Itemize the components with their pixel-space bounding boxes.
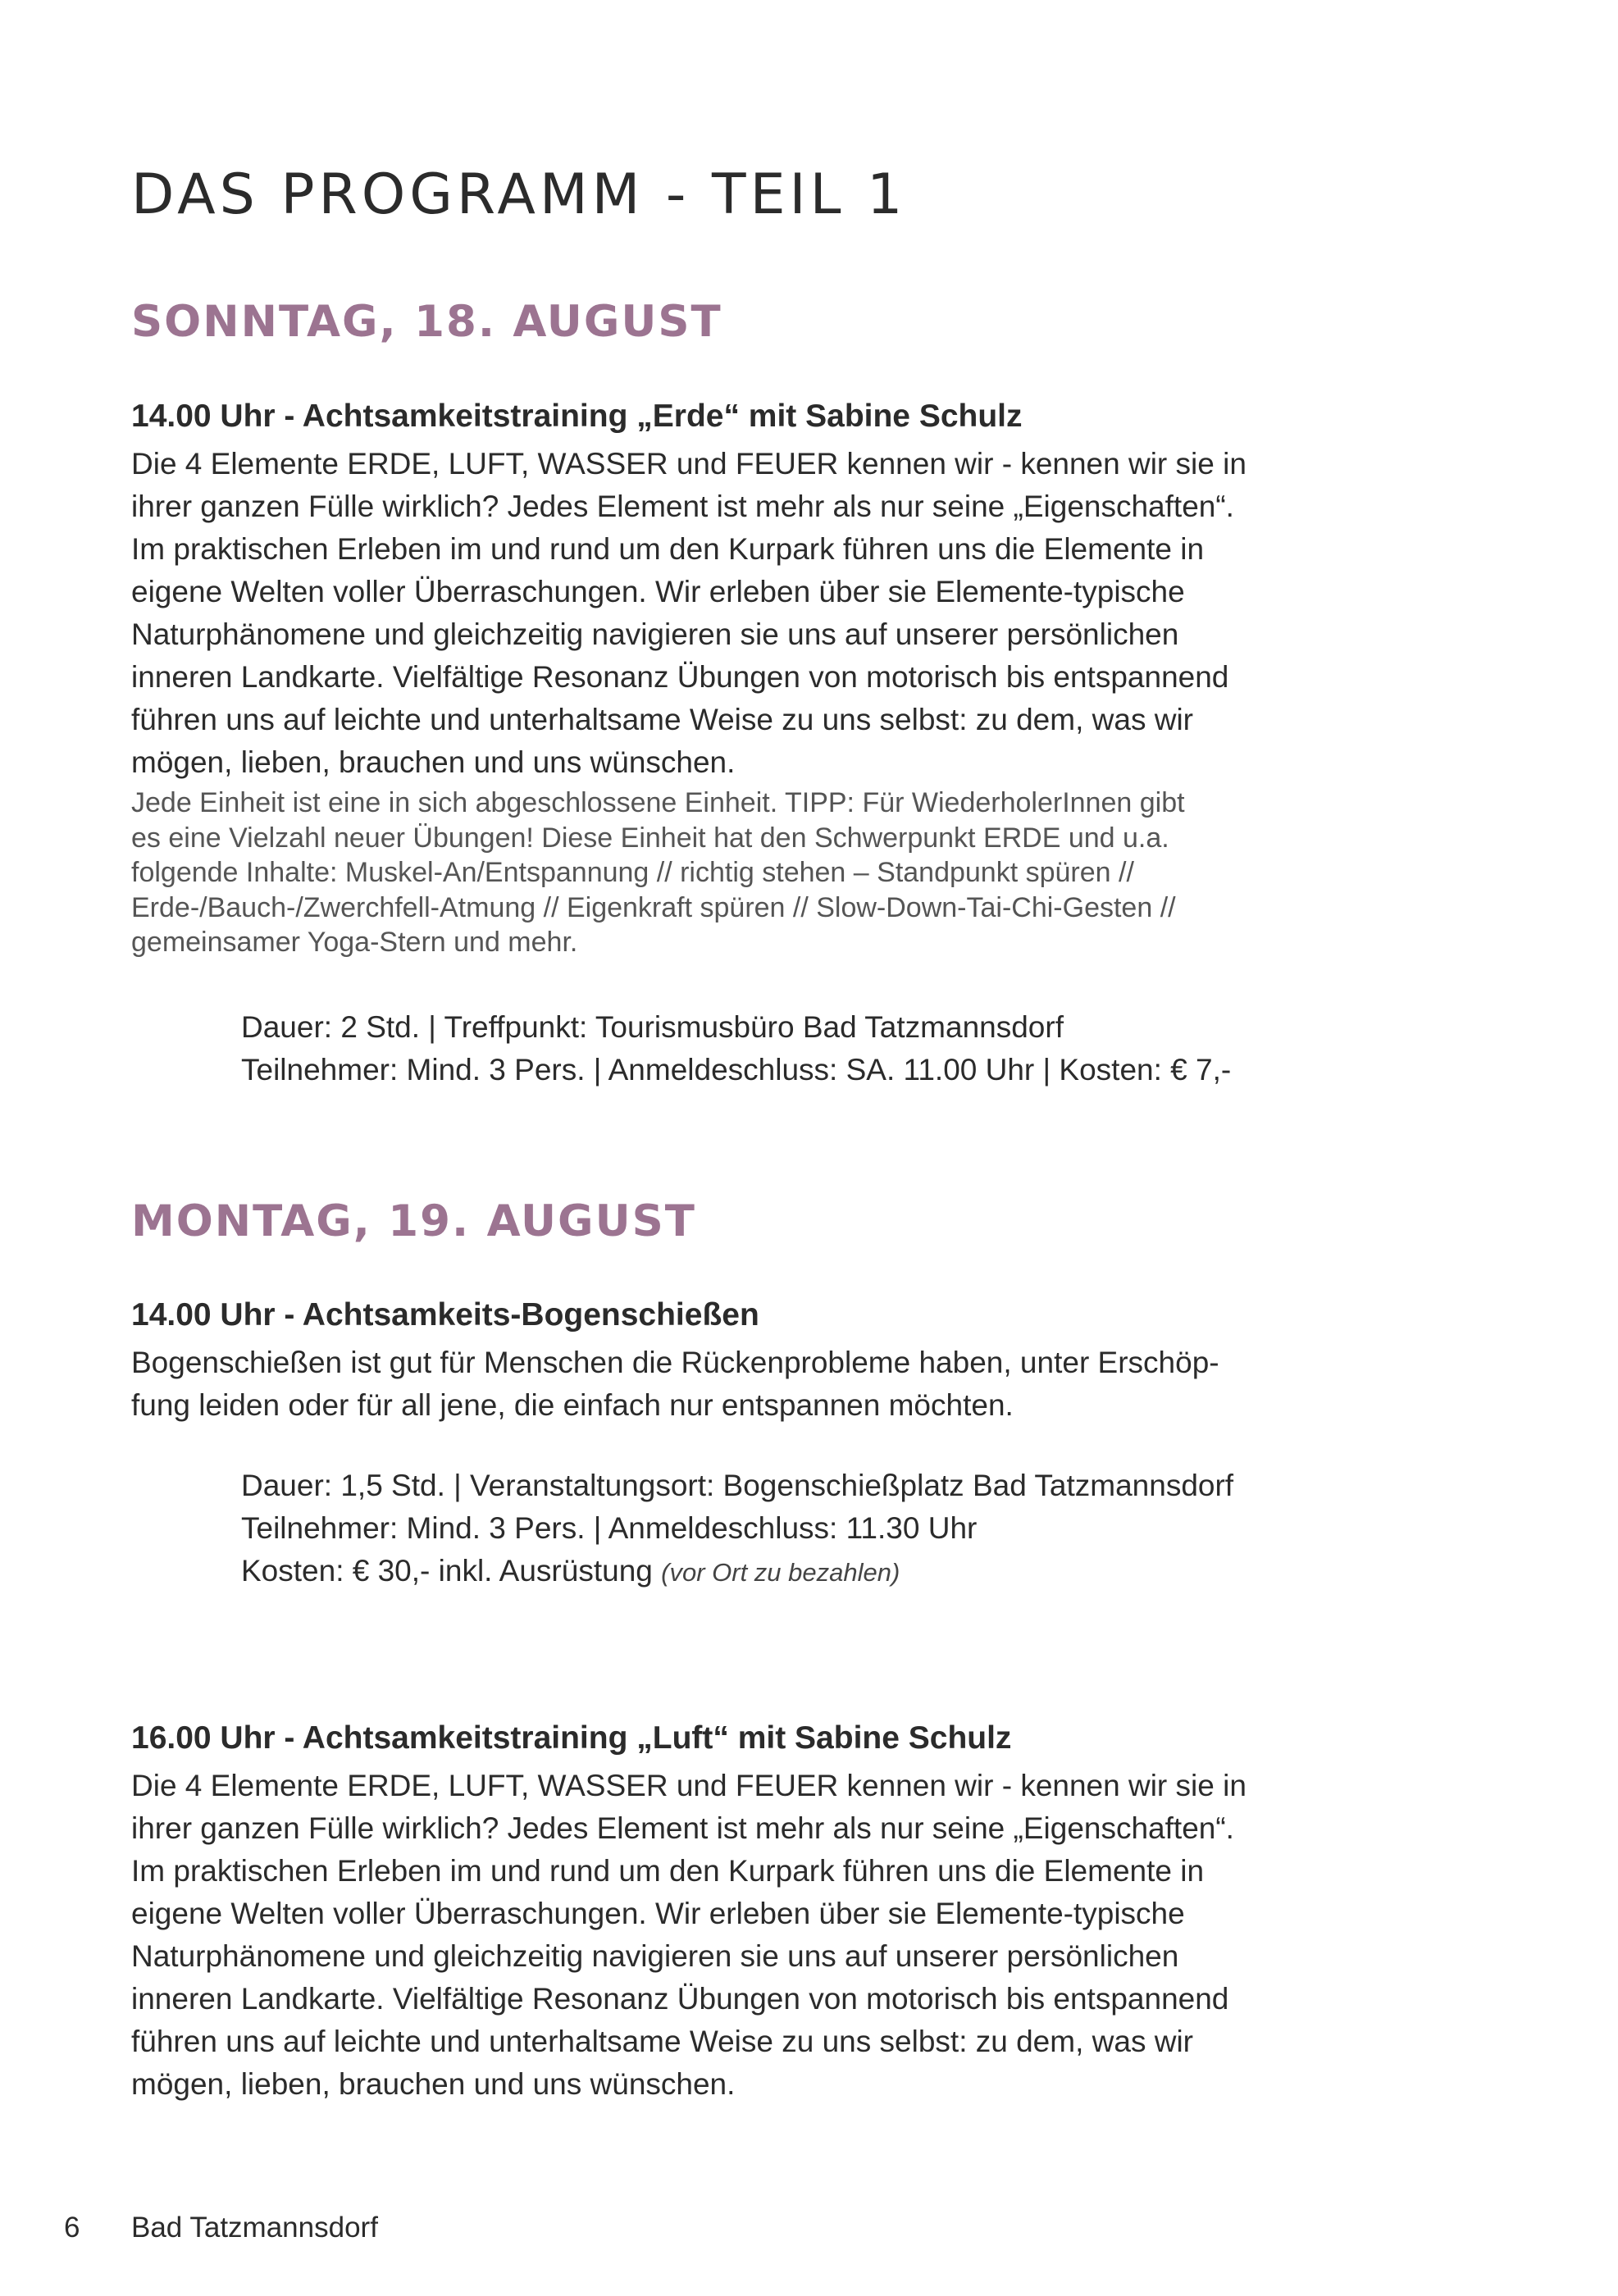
description-line: ihrer ganzen Fülle wirklich? Jedes Element ist mehr als nur seine „Eigenschaften“.: [131, 490, 1234, 523]
description-line: Im praktischen Erleben im und rund um den Kurpark führen uns die Elemente in: [131, 1854, 1205, 1888]
description-line: inneren Landkarte. Vielfältige Resonanz Übungen von motorisch bis entspannend: [131, 660, 1229, 694]
page-title: DAS PROGRAMM - TEIL 1: [131, 162, 907, 227]
page-footer: [64, 2212, 378, 2244]
description-line: Die 4 Elemente ERDE, LUFT, WASSER und FEUER kennen wir - kennen wir sie in: [131, 447, 1247, 481]
note-line: Jede Einheit ist eine in sich abgeschlossene Einheit. TIPP: Für WiederholerInnen gibt: [131, 787, 1185, 818]
info-line: Teilnehmer: Mind. 3 Pers. | Anmeldeschluss: SA. 11.00 Uhr | Kosten: € 7,-: [241, 1052, 1232, 1086]
event-title: 16.00 Uhr - Achtsamkeitstraining „Luft“ mit Sabine Schulz: [131, 1720, 1012, 1756]
description-line: Die 4 Elemente ERDE, LUFT, WASSER und FEUER kennen wir - kennen wir sie in: [131, 1769, 1247, 1802]
event-monday-bogenschiessen: [131, 1297, 1411, 1594]
note-line: es eine Vielzahl neuer Übungen! Diese Einheit hat den Schwerpunkt ERDE und u.a.: [131, 822, 1169, 854]
event-sunday-erde: [131, 399, 1411, 1091]
description-line: führen uns auf leichte und unterhaltsame Weise zu uns selbst: zu dem, was wir: [131, 703, 1193, 736]
info-line: Dauer: 1,5 Std. | Veranstaltungsort: Bogenschießplatz Bad Tatzmannsdorf: [241, 1469, 1234, 1502]
description-line: eigene Welten voller Überraschungen. Wir erleben über sie Elemente-typische: [131, 1897, 1185, 1930]
event-title: 14.00 Uhr - Achtsamkeits-Bogenschießen: [131, 1297, 759, 1332]
footer-location: Bad Tatzmannsdorf: [131, 2212, 378, 2244]
cost-text: Kosten: € 30,- inkl. Ausrüstung: [241, 1554, 653, 1588]
page-number: 6: [64, 2212, 80, 2244]
event-monday-luft: [131, 1720, 1411, 2106]
description-line: fung leiden oder für all jene, die einfach nur entspannen möchten.: [131, 1388, 1014, 1422]
note-line: Erde-/Bauch-/Zwerchfell-Atmung // Eigenkraft spüren // Slow-Down-Tai-Chi-Gesten //: [131, 891, 1176, 923]
note-line: folgende Inhalte: Muskel-An/Entspannung // richtig stehen – Standpunkt spüren //: [131, 857, 1134, 888]
event-title: 14.00 Uhr - Achtsamkeitstraining „Erde“ mit Sabine Schulz: [131, 399, 1023, 434]
event-info: [131, 1465, 1411, 1594]
day-heading-monday: MONTAG, 19. AUGUST: [131, 1196, 696, 1246]
event-description: [131, 1342, 1411, 1427]
info-line: Teilnehmer: Mind. 3 Pers. | Anmeldeschluss: 11.30 Uhr: [241, 1511, 978, 1545]
event-note: [131, 786, 1411, 960]
info-line-cost: [241, 1550, 1411, 1594]
description-line: ihrer ganzen Fülle wirklich? Jedes Element ist mehr als nur seine „Eigenschaften“.: [131, 1811, 1234, 1845]
description-line: Naturphänomene und gleichzeitig navigieren sie uns auf unserer persönlichen: [131, 1939, 1179, 1973]
description-line: führen uns auf leichte und unterhaltsame Weise zu uns selbst: zu dem, was wir: [131, 2025, 1193, 2058]
description-line: Naturphänomene und gleichzeitig navigieren sie uns auf unserer persönlichen: [131, 617, 1179, 651]
event-description: [131, 443, 1411, 784]
description-line: eigene Welten voller Überraschungen. Wir erleben über sie Elemente-typische: [131, 575, 1185, 608]
event-description: [131, 1765, 1411, 2106]
description-line: mögen, lieben, brauchen und uns wünschen.: [131, 745, 736, 779]
description-line: inneren Landkarte. Vielfältige Resonanz Übungen von motorisch bis entspannend: [131, 1982, 1229, 2016]
section-sunday: [131, 297, 1411, 347]
note-line: gemeinsamer Yoga-Stern und mehr.: [131, 927, 578, 958]
description-line: Im praktischen Erleben im und rund um den Kurpark führen uns die Elemente in: [131, 532, 1205, 566]
cost-note: (vor Ort zu bezahlen): [661, 1558, 900, 1587]
description-line: Bogenschießen ist gut für Menschen die Rückenprobleme haben, unter Erschöp-: [131, 1346, 1219, 1379]
info-line: Dauer: 2 Std. | Treffpunkt: Tourismusbüro Bad Tatzmannsdorf: [241, 1009, 1064, 1044]
description-line: mögen, lieben, brauchen und uns wünschen.: [131, 2067, 736, 2101]
day-heading-sunday: SONNTAG, 18. AUGUST: [131, 297, 722, 347]
event-info: [131, 1006, 1411, 1091]
section-monday: [131, 1196, 1411, 1246]
